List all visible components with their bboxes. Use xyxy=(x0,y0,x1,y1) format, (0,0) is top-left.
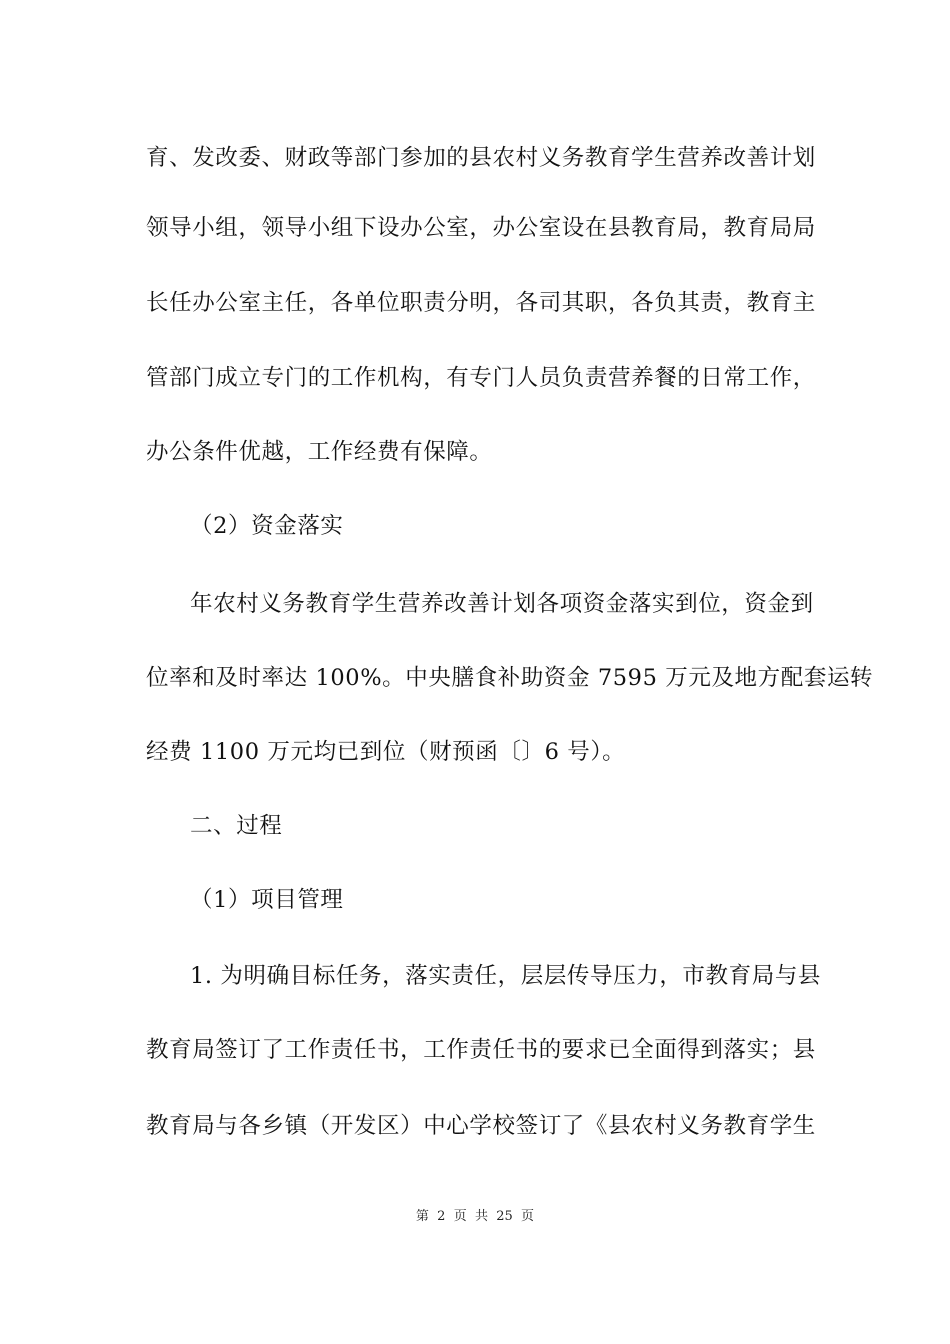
page-number-footer: 第 2 页 共 25 页 xyxy=(415,1209,535,1224)
text-line-9: 经费 1100 万元均已到位（财预函〔〕6 号）。 xyxy=(146,739,626,765)
text-line-2: 领导小组，领导小组下设办公室，办公室设在县教育局，教育局局 xyxy=(146,215,816,241)
text-line-7: 年农村义务教育学生营养改善计划各项资金落实到位，资金到 xyxy=(190,591,814,617)
section-heading-process: 二、过程 xyxy=(190,813,283,839)
section-heading-funding: （2）资金落实 xyxy=(190,513,344,539)
text-line-1: 育、发改委、财政等部门参加的县农村义务教育学生营养改善计划 xyxy=(146,145,816,171)
text-line-3: 长任办公室主任，各单位职责分明，各司其职，各负其责，教育主 xyxy=(146,290,816,316)
text-line-4: 管部门成立专门的工作机构，有专门人员负责营养餐的日常工作， xyxy=(146,365,816,391)
text-line-5: 办公条件优越，工作经费有保障。 xyxy=(146,439,493,465)
text-line-12: 1. 为明确目标任务，落实责任，层层传导压力，市教育局与县 xyxy=(190,963,822,989)
text-line-14: 教育局与各乡镇（开发区）中心学校签订了《县农村义务教育学生 xyxy=(146,1113,816,1139)
text-line-8: 位率和及时率达 100%。中央膳食补助资金 7595 万元及地方配套运转 xyxy=(146,665,874,691)
section-heading-project-management: （1）项目管理 xyxy=(190,887,344,913)
text-line-13: 教育局签订了工作责任书，工作责任书的要求已全面得到落实；县 xyxy=(146,1037,816,1063)
